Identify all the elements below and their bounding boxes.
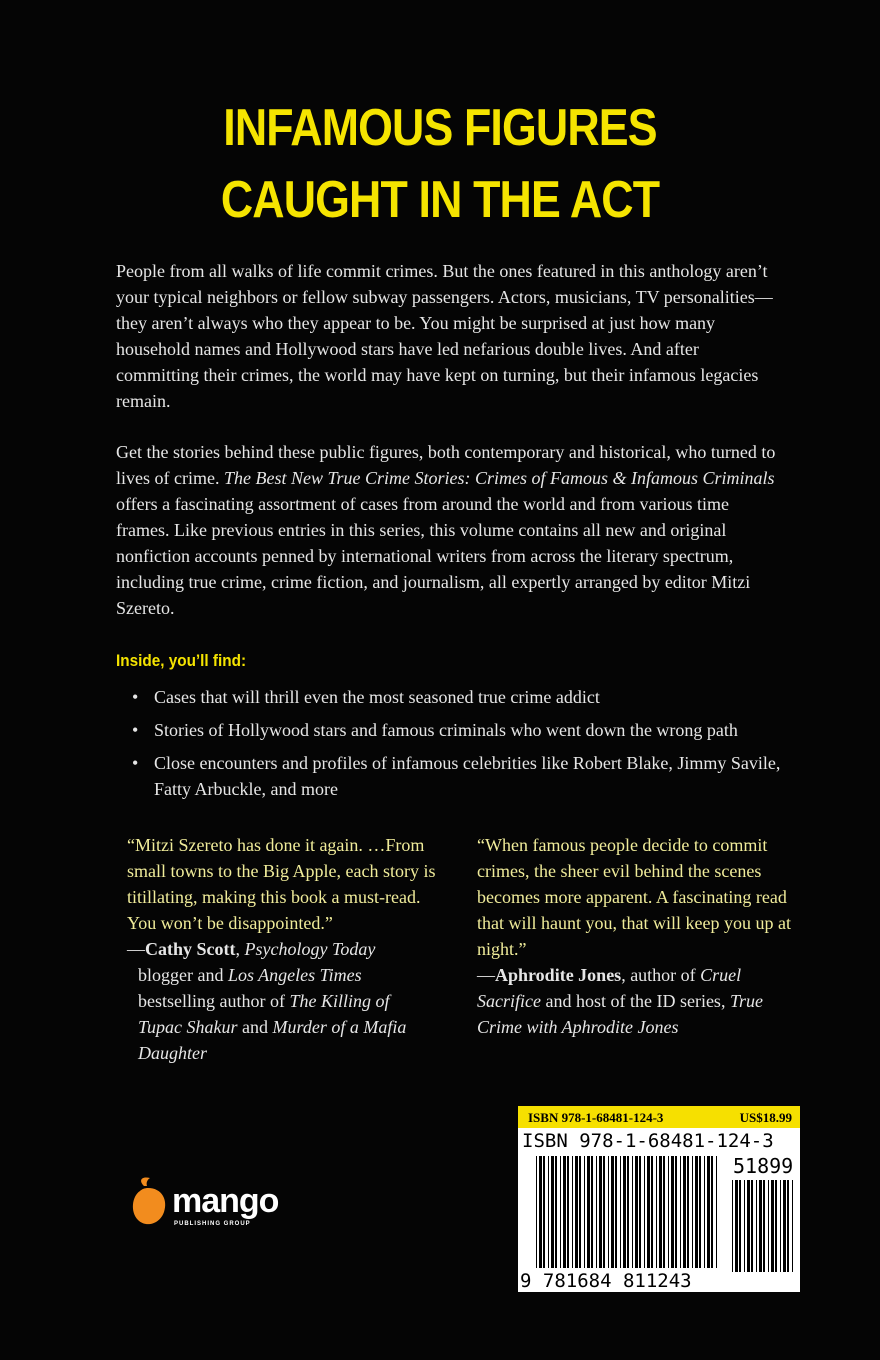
barcode-bar [587, 1156, 590, 1268]
attribution-text: and [237, 1017, 273, 1037]
attribution-publication: Los Angeles Times [227, 965, 362, 985]
barcode-bar [756, 1180, 757, 1272]
barcode-bar [744, 1180, 745, 1272]
barcode-bar [775, 1180, 777, 1272]
barcode-bar [763, 1180, 765, 1272]
description-paragraph-2 [116, 439, 786, 621]
list-item-text: Stories of Hollywood stars and famous criminals who went down the wrong path [154, 720, 738, 740]
paragraph-2-intro: Get the stories behind these public figures, both contemporary and historical, who turned to lives of crime. [116, 442, 776, 488]
barcode-bar [584, 1156, 585, 1268]
barcode-bar [560, 1156, 561, 1268]
inside-heading: Inside, you’ll find: [116, 651, 247, 670]
barcode-bar [620, 1156, 621, 1268]
barcode-bar [687, 1156, 689, 1268]
barcode-bar [615, 1156, 617, 1268]
attribution-text: blogger and [138, 965, 228, 985]
barcode-block [518, 1106, 800, 1292]
barcode-bar [644, 1156, 645, 1268]
barcode-bar [707, 1156, 710, 1268]
mango-publishing-logo [128, 1174, 298, 1234]
attribution-book: Cruel Sacrifice [477, 965, 742, 1011]
feature-list [116, 684, 796, 809]
barcode-bar [716, 1156, 717, 1268]
attribution-details [127, 962, 437, 1066]
barcode-bar [671, 1156, 674, 1268]
attribution-show: True Crime with Aphrodite Jones [477, 991, 763, 1037]
barcode-bar [699, 1156, 701, 1268]
attribution-publication: Psychology Today [244, 939, 376, 959]
price-label: US$18.99 [739, 1110, 792, 1125]
attribution-name: Aphrodite Jones [495, 965, 622, 985]
barcode-bar [627, 1156, 629, 1268]
bullet-icon: • [132, 687, 139, 707]
barcode-bar [563, 1156, 566, 1268]
barcode-bar [575, 1156, 578, 1268]
bullet-icon: • [132, 753, 139, 773]
barcode-bar [647, 1156, 650, 1268]
barcode-bar [680, 1156, 681, 1268]
headline-line-1: INFAMOUS FIGURES [223, 99, 657, 157]
list-item [116, 750, 796, 802]
barcode-bar [591, 1156, 593, 1268]
barcode-bar [768, 1180, 769, 1272]
barcode-bar [539, 1156, 542, 1268]
attribution-text: and host of the ID series, [540, 991, 730, 1011]
headline [62, 92, 819, 236]
attribution-separator: , [235, 939, 245, 959]
barcode-bar [635, 1156, 638, 1268]
barcode-bar [663, 1156, 665, 1268]
barcode-bar [632, 1156, 633, 1268]
barcode-bar [732, 1180, 733, 1272]
description-paragraph-1: People from all walks of life commit crimes. But the ones featured in this anthology aren’t your typical neighbors or fellow subway passengers. Actors, musicians, TV personalities—they aren’t always who they appear to be. You might be surprised at just how many household names and Hollywood stars have led nefarious double lives. And after committing their crimes, the world may have kept on turning, but their infamous legacies remain. [116, 261, 773, 411]
attribution-book: Murder of a Mafia Daughter [138, 1017, 407, 1063]
attribution-text: , author of [621, 965, 701, 985]
barcode-bar [596, 1156, 597, 1268]
barcode-bar [783, 1180, 786, 1272]
barcode-bar [543, 1156, 545, 1268]
list-item-text: Cases that will thrill even the most seasoned true crime addict [154, 687, 600, 707]
quote-text: “Mitzi Szereto has done it again. …From small towns to the Big Apple, each story is titillating, making this book a must-read. You won’t be disappointed.” [127, 835, 436, 933]
barcode-bars [518, 1106, 800, 1292]
blurb-quote-2 [477, 832, 797, 1040]
barcode-bar [599, 1156, 602, 1268]
barcode-bar [711, 1156, 713, 1268]
barcode-bar [747, 1180, 750, 1272]
barcode-bar [579, 1156, 581, 1268]
attribution-dash: — [127, 939, 145, 959]
barcode-bar [692, 1156, 693, 1268]
barcode-bar [551, 1156, 554, 1268]
attribution-text: bestselling author of [138, 991, 290, 1011]
isbn-label: ISBN 978-1-68481-124-3 [528, 1110, 664, 1125]
isbn-text: ISBN 978-1-68481-124-3 [522, 1130, 774, 1152]
ean-number: 9 781684 811243 [520, 1270, 692, 1292]
attribution-dash: — [477, 965, 495, 985]
barcode-bar [704, 1156, 705, 1268]
barcode-bar [572, 1156, 573, 1268]
barcode-bar [656, 1156, 657, 1268]
list-item-text: Close encounters and profiles of infamous celebrities like Robert Blake, Jimmy Savile, Fatty Arbuckle, and more [154, 753, 781, 799]
barcode-bar [695, 1156, 698, 1268]
book-title: The Best New True Crime Stories: Crimes of Famous & Infamous Criminals [223, 468, 775, 488]
attribution-name: Cathy Scott [145, 939, 236, 959]
barcode-bar [608, 1156, 609, 1268]
barcode-bar [751, 1180, 753, 1272]
barcode-bar [771, 1180, 774, 1272]
barcode-bar [739, 1180, 741, 1272]
list-item [116, 684, 796, 710]
quote-text: “When famous people decide to commit crimes, the sheer evil behind the scenes becomes more apparent. A fascinating read that will haunt you, that will keep you up at night.” [477, 835, 791, 959]
barcode-bar [639, 1156, 641, 1268]
headline-line-2: CAUGHT IN THE ACT [220, 171, 660, 229]
paragraph-2-rest: offers a fascinating assortment of cases from around the world and from various time frames. Like previous entries in this series, this volume contains all new and original nonfiction accounts penned by international writers from across the literary spectrum, including true crime, crime fiction, and journalism, all expertly arranged by editor Mitzi Szereto. [116, 494, 751, 618]
barcode-bar [683, 1156, 686, 1268]
barcode-bar [536, 1156, 537, 1268]
quote-attribution [127, 936, 437, 1066]
barcode-bar [659, 1156, 662, 1268]
mango-fruit-icon [128, 1176, 170, 1228]
barcode-bar [548, 1156, 549, 1268]
bullet-icon: • [132, 720, 139, 740]
attribution-book: The Killing of Tupac Shakur [138, 991, 390, 1037]
publisher-name: mango [172, 1182, 279, 1220]
barcode-bar [611, 1156, 614, 1268]
barcode-bar [668, 1156, 669, 1268]
barcode-bar [759, 1180, 762, 1272]
barcode-bar [603, 1156, 605, 1268]
barcode-bar [735, 1180, 738, 1272]
barcode-bar [780, 1180, 781, 1272]
quote-attribution [477, 962, 797, 1040]
barcode-bar [787, 1180, 789, 1272]
publisher-subtitle: PUBLISHING GROUP [174, 1221, 251, 1227]
price-code: 51899 [733, 1154, 794, 1178]
list-item [116, 717, 796, 743]
barcode-bar [651, 1156, 653, 1268]
barcode-bar [555, 1156, 557, 1268]
barcode-bar [675, 1156, 677, 1268]
barcode-bar [792, 1180, 793, 1272]
blurb-quote-1 [127, 832, 437, 1066]
barcode-bar [623, 1156, 626, 1268]
barcode-bar [567, 1156, 569, 1268]
